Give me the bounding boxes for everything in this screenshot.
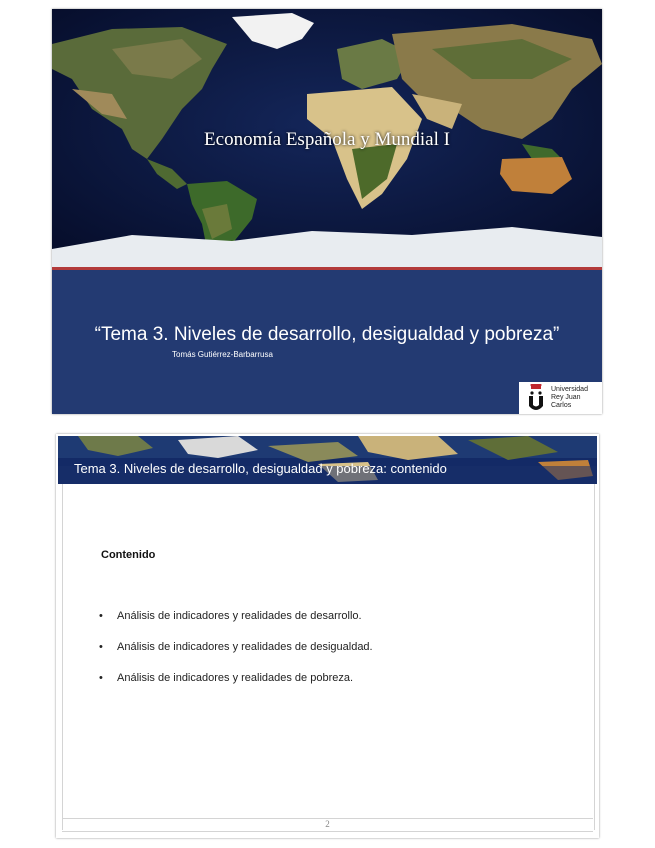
list-item-text: Análisis de indicadores y realidades de pobreza. <box>117 672 354 684</box>
university-logo-icon <box>527 384 545 412</box>
author-name: Tomás Gutiérrez-Barbarrusa <box>172 350 273 359</box>
section-title: Contenido <box>101 549 156 561</box>
university-logo <box>519 382 602 414</box>
bullet-list <box>99 610 373 703</box>
slide-heading: Tema 3. Niveles de desarrollo, desigualdad y pobreza: contenido <box>74 461 447 476</box>
bullet-icon: • <box>99 641 103 653</box>
list-item <box>99 672 373 703</box>
course-title: Economía Española y Mundial I <box>204 129 450 150</box>
title-slide <box>52 9 602 414</box>
logo-line-1: Universidad <box>551 386 588 393</box>
list-item <box>99 610 373 641</box>
page-number: 2 <box>325 819 330 829</box>
header-band <box>58 436 597 484</box>
topic-title: “Tema 3. Niveles de desarrollo, desigualdad y pobreza” <box>94 324 560 345</box>
list-item-text: Análisis de indicadores y realidades de desigualdad. <box>117 641 373 653</box>
logo-line-2: Rey Juan Carlos <box>551 394 581 409</box>
bullet-icon: • <box>99 610 103 622</box>
slide-footer <box>62 818 593 832</box>
content-slide <box>56 434 599 838</box>
university-logo-text <box>551 386 602 410</box>
bullet-icon: • <box>99 672 103 684</box>
list-item-text: Análisis de indicadores y realidades de desarrollo. <box>117 610 362 622</box>
list-item <box>99 641 373 672</box>
